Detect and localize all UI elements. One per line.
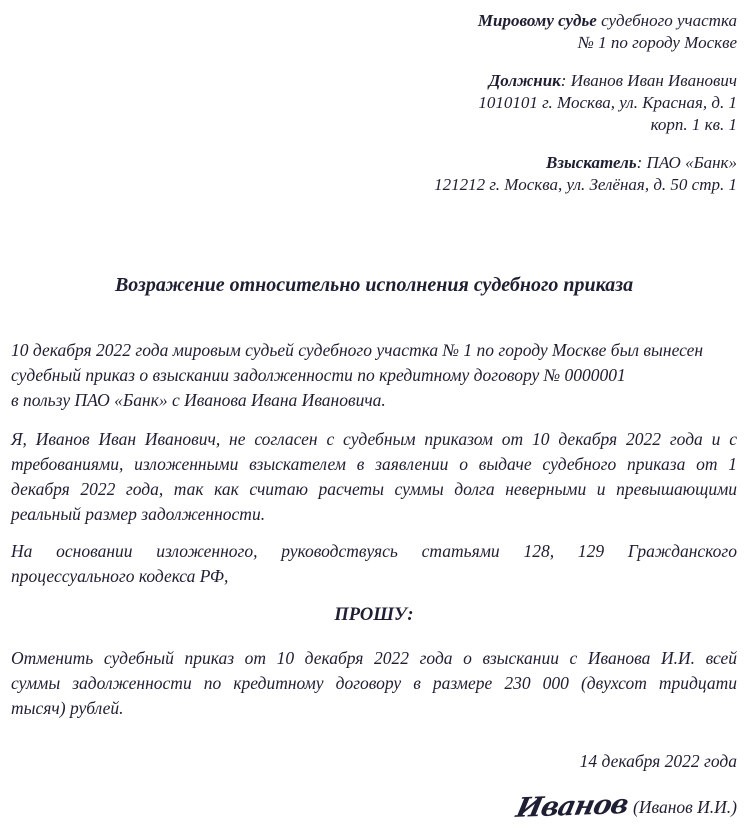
- debtor-label: Должник: [488, 71, 561, 90]
- recipient-court-rest: судебного участка: [596, 11, 737, 30]
- paragraph-line: декабря 2022 года, так как считаю расчеты суммы долга неверными и превышающими: [11, 479, 737, 499]
- paragraph-line: судебный приказ о взыскании задолженности по кредитному договору № 0000001: [11, 365, 626, 385]
- paragraph-legal-basis: [11, 539, 737, 589]
- recipient-block: [11, 10, 737, 54]
- request-heading: ПРОШУ:: [334, 605, 414, 625]
- document-header: [11, 10, 737, 196]
- paragraph-line: в пользу ПАО «Банк» с Иванова Ивана Ивановича.: [11, 390, 386, 410]
- paragraph-line: требованиями, изложенными взыскателем в заявлении о выдаче судебного приказа от 1: [11, 454, 737, 474]
- claimant-label: Взыскатель: [546, 153, 637, 172]
- paragraph-order-issued: [11, 338, 737, 413]
- claimant-name: : ПАО «Банк»: [636, 153, 737, 172]
- claimant-line: [11, 152, 737, 174]
- paragraph-line: суммы задолженности по кредитному договору в размере 230 000 (двухсот тридцати: [11, 673, 737, 693]
- document-date: 14 декабря 2022 года: [579, 751, 737, 771]
- paragraph-line: тысяч) рублей.: [11, 698, 124, 718]
- recipient-line-1: [11, 10, 737, 32]
- paragraph-objection: [11, 427, 737, 527]
- paragraph-line: Отменить судебный приказ от 10 декабря 2022 года о взыскании с Иванова И.И. всей: [11, 648, 737, 668]
- document-title: Возражение относительно исполнения судебного приказа: [114, 274, 634, 296]
- claimant-address-line-1: 121212 г. Москва, ул. Зелёная, д. 50 стр. 1: [434, 175, 737, 194]
- paragraph-line: процессуального кодекса РФ,: [11, 566, 229, 586]
- recipient-court-label: Мировому судье: [477, 11, 597, 30]
- debtor-address-line-1: 1010101 г. Москва, ул. Красная, д. 1: [478, 93, 737, 112]
- paragraph-line: 10 декабря 2022 года мировым судьей судебного участка № 1 по городу Москве был вынесен: [11, 340, 704, 360]
- paragraph-line: На основании изложенного, руководствуясь статьями 128, 129 Гражданского: [11, 541, 737, 561]
- claimant-block: [11, 152, 737, 196]
- debtor-block: [11, 70, 737, 136]
- paragraph-request: [11, 646, 737, 721]
- signature-block: [11, 789, 737, 824]
- paragraph-line: реальный размер задолженности.: [11, 504, 266, 524]
- debtor-line: [11, 70, 737, 92]
- paragraph-line: Я, Иванов Иван Иванович, не согласен с судебным приказом от 10 декабря 2022 года и с: [11, 429, 737, 449]
- recipient-line-2: № 1 по городу Москве: [577, 33, 737, 52]
- debtor-address-line-2: корп. 1 кв. 1: [650, 115, 737, 134]
- debtor-name: : Иванов Иван Иванович: [560, 71, 737, 90]
- handwritten-signature: Иванов: [513, 789, 631, 824]
- signature-name: (Иванов И.И.): [633, 797, 737, 817]
